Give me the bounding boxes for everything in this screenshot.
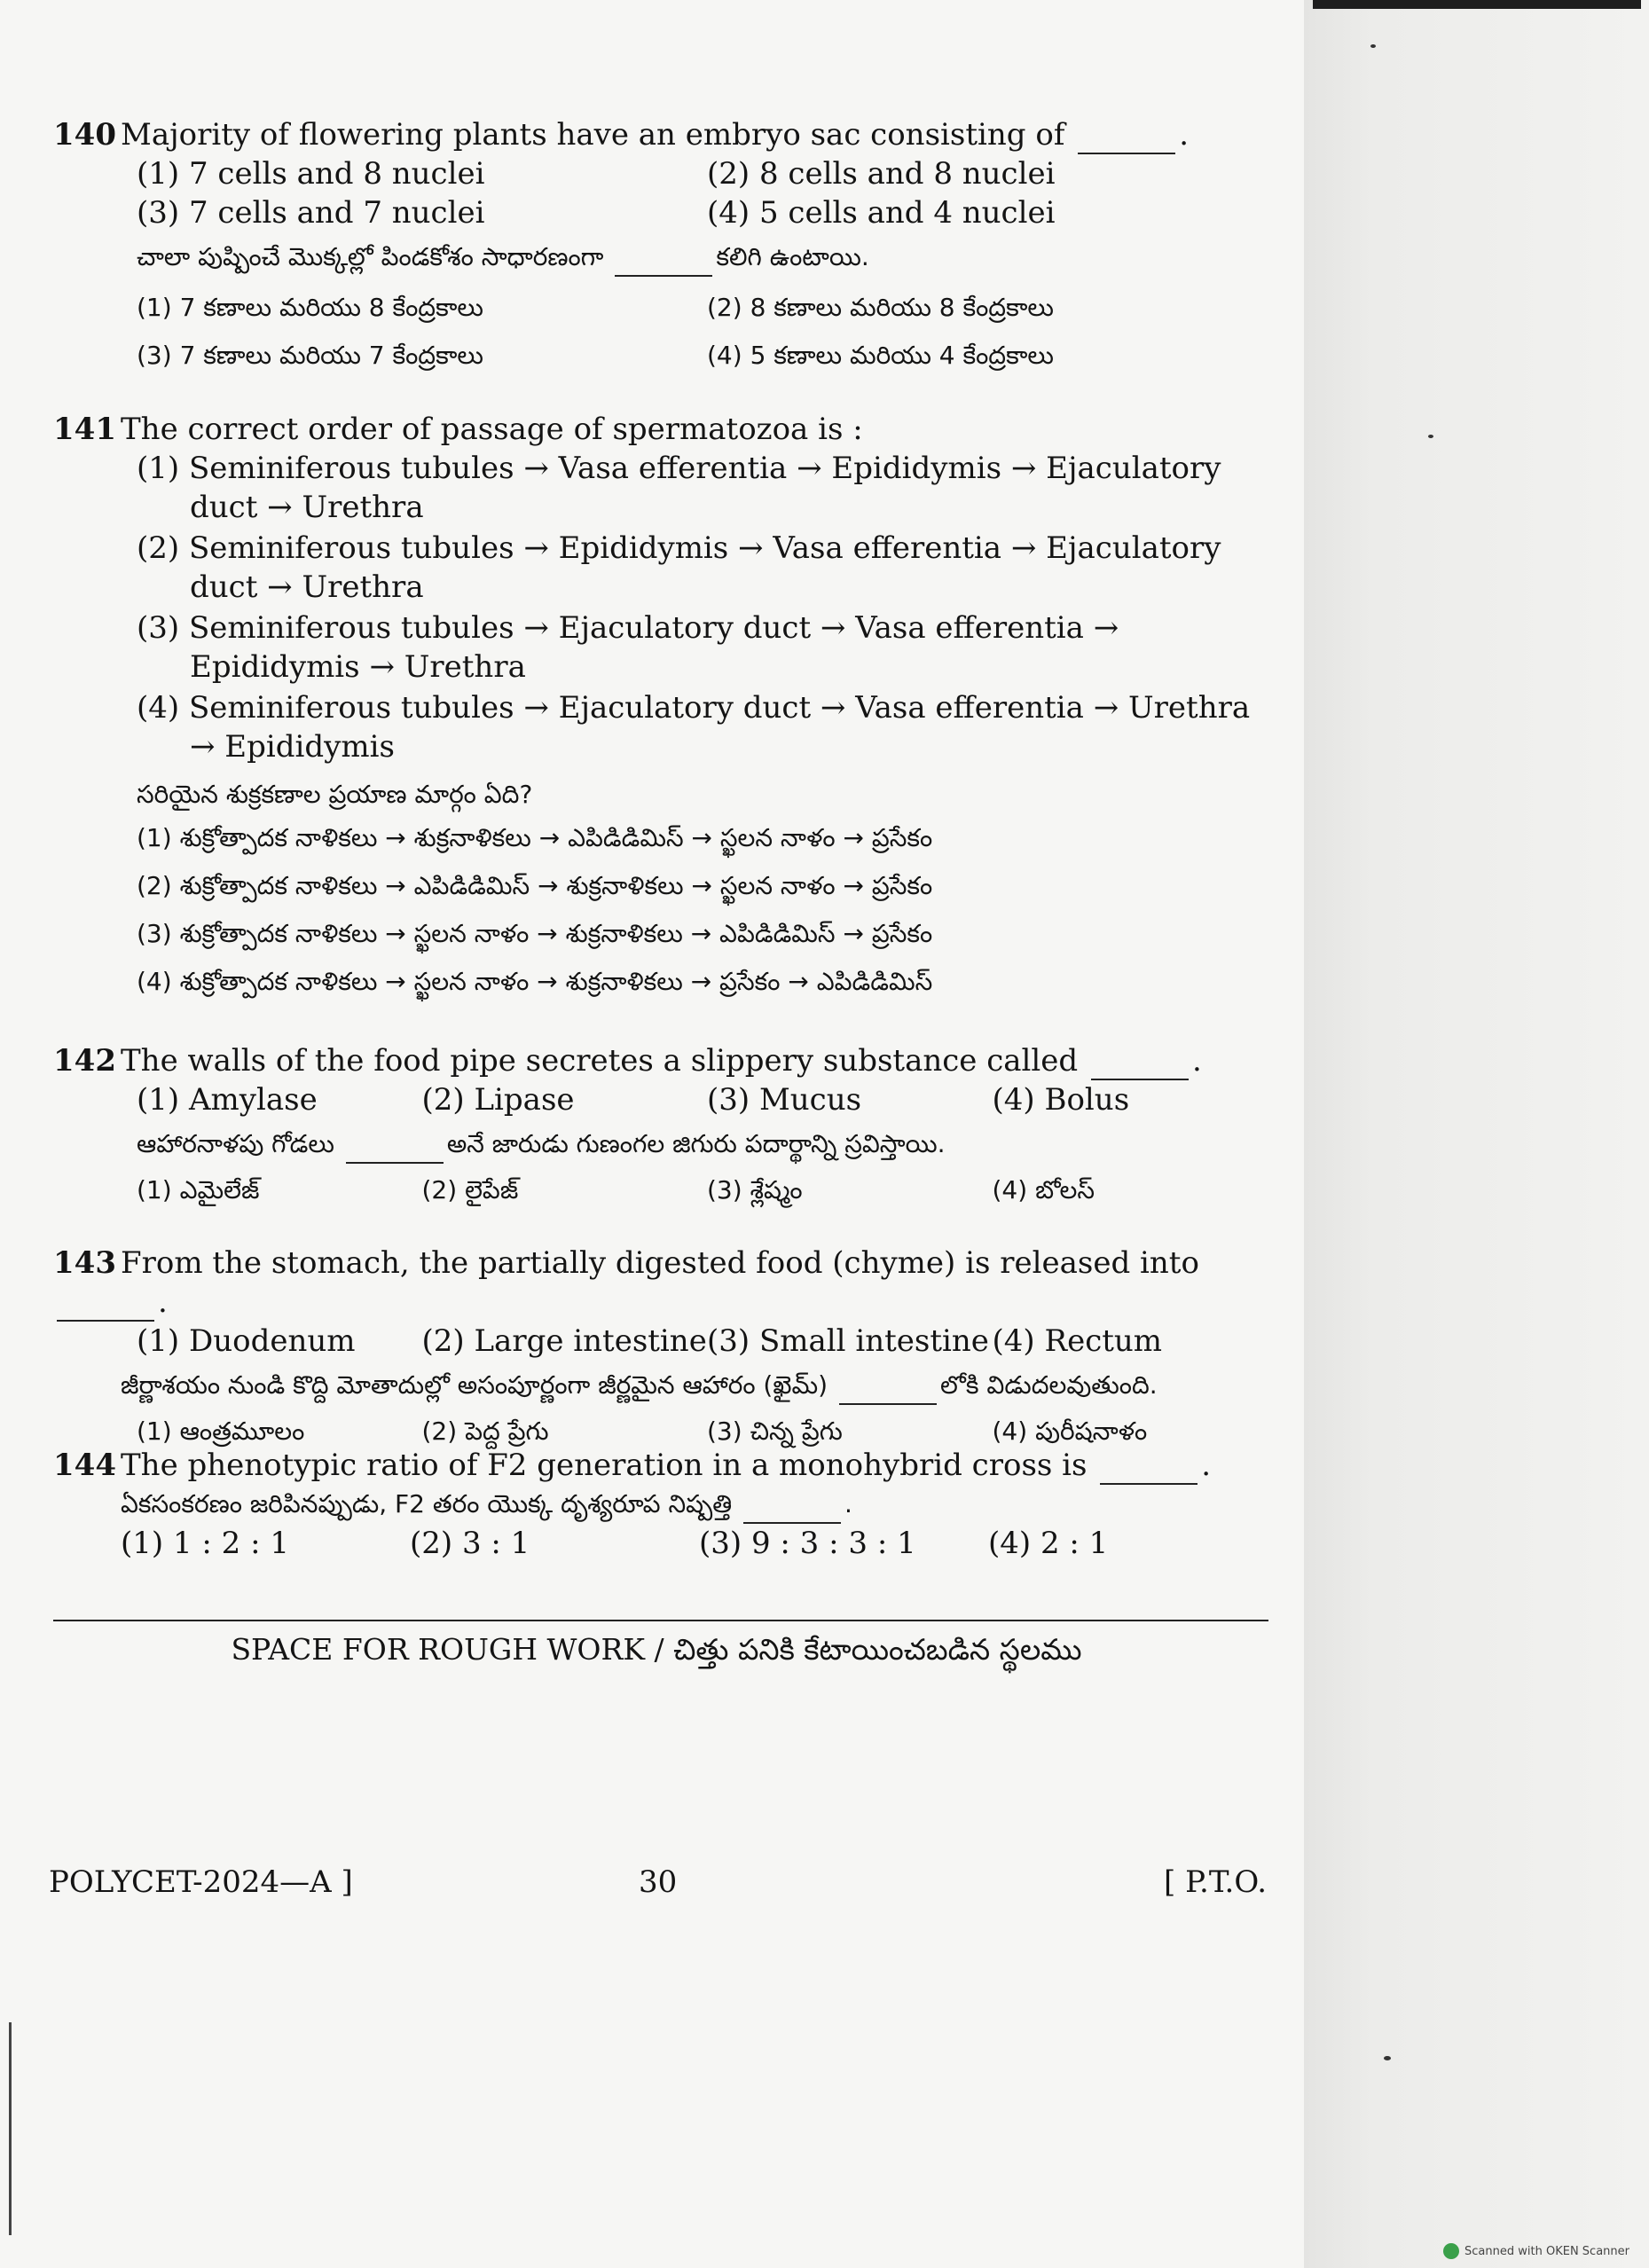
stem-text: The phenotypic ratio of F2 generation in a monohybrid cross is [121,1448,1088,1483]
answer-blank [839,1377,937,1405]
telugu-stem: ఆహారనాళపు గోడలు అనే జారుడు గుణంగల జిగురు పదార్థాన్ని స్రవిస్తాయి. [137,1125,1277,1164]
option-1: (1) 1 : 2 : 1 [121,1526,290,1561]
question-144 [53,1446,1277,1563]
question-number: 142 [53,1043,116,1079]
page-number: 30 [639,1864,678,1900]
question-140 [53,115,1277,380]
telugu-option-3: (3) శుక్రోత్పాదక నాళికలు → స్ఖలన నాళం → శుక్రనాళికలు → ఎపిడిడిమిస్ → ప్రసేకం [137,919,933,948]
telugu-option-4: (4) శుక్రోత్పాదక నాళికలు → స్ఖలన నాళం → శుక్రనాళికలు → ప్రసేకం → ఎపిడిడిమిస్ [137,967,933,996]
telugu-option-4: (4) పురీషనాళం [992,1417,1148,1446]
telugu-option-1: (1) 7 కణాలు మరియు 8 కేంద్రకాలు [137,293,483,322]
option-2: (2) Lipase [421,1082,575,1118]
telugu-stem: చాలా పుష్పించే మొక్కల్లో పిండకోశం సాధారణంగా కలిగి ఉంటాయి. [137,238,1277,277]
telugu-options [137,1171,1277,1210]
option-3: (3) Small intestine [707,1323,989,1359]
question-stem [53,1041,1277,1080]
telugu-option-2: (2) 8 కణాలు మరియు 8 కేంద్రకాలు [707,293,1054,322]
option-4: (4) Rectum [992,1323,1163,1359]
answer-blank [615,248,712,277]
telugu-stem: సరియైన శుక్రకణాల ప్రయాణ మార్గం ఏది? [137,780,533,809]
answer-blank [1100,1456,1197,1485]
stem-punct: . [1179,117,1190,153]
telugu-stem: ఏకసంకరణం జరిపినప్పుడు, F2 తరం యొక్క దృశ్యరూప నిష్పత్తి . [121,1485,1277,1524]
telugu-options [137,814,1277,1006]
question-stem [53,1244,1277,1322]
options [137,154,1277,232]
question-stem [53,410,1277,449]
option-4: (4) Bolus [992,1082,1130,1118]
answer-blank [1078,126,1175,154]
question-stem [53,1446,1277,1485]
option-2: (2) 3 : 1 [410,1526,530,1561]
options [121,1524,1277,1563]
telugu-stem: జీర్ణాశయం నుండి కొద్ది మోతాదుల్లో అసంపూర్ణంగా జీర్ణమైన ఆహారం (ఖైమ్) లోకి విడుదలవుతుంది. [121,1366,1277,1405]
option-1: (1) 7 cells and 8 nuclei [137,156,485,192]
scan-speck [1384,2056,1391,2060]
stem-punct: . [1192,1043,1202,1079]
rough-work-label: SPACE FOR ROUGH WORK / చిత్తు పనికి కేటాయించబడిన స్థలము [231,1632,1082,1667]
answer-blank [743,1495,841,1524]
telugu-option-3: (3) శ్లేష్మం [707,1175,803,1205]
question-number: 144 [53,1448,116,1483]
stem-punct: . [1201,1448,1212,1483]
telugu-option-2: (2) లైపేజ్ [421,1175,519,1205]
question-141 [53,410,1277,1006]
option-4: (4) 5 cells and 4 nuclei [707,195,1056,231]
scan-speck [1428,435,1433,438]
telugu-option-3: (3) 7 కణాలు మరియు 7 కేంద్రకాలు [137,341,483,370]
question-number: 143 [53,1245,116,1281]
scanner-text: Scanned with OKEN Scanner [1464,2244,1629,2258]
option-4: (4) 2 : 1 [988,1526,1109,1561]
telugu-option-4: (4) బోలస్ [992,1175,1095,1205]
scanner-watermark [1443,2243,1629,2259]
telugu-options [137,284,1277,380]
question-stem [53,115,1277,154]
question-143 [53,1244,1277,1451]
stem-text: The correct order of passage of spermatozoa is : [121,412,863,447]
option-3: (3) 9 : 3 : 3 : 1 [699,1526,916,1561]
exam-code: POLYCET-2024—A ] [49,1864,353,1900]
question-142 [53,1041,1277,1210]
option-4: (4) Seminiferous tubules → Ejaculatory duct → Vasa efferentia → Urethra → Epididymis [137,690,1251,765]
question-number: 141 [53,412,116,447]
option-3: (3) Mucus [707,1082,862,1118]
telugu-option-2: (2) పెద్ద ప్రేగు [421,1417,549,1446]
telugu-option-1: (1) ఎమైలేజ్ [137,1175,260,1205]
telugu-option-4: (4) 5 కణాలు మరియు 4 కేంద్రకాలు [707,341,1054,370]
option-1: (1) Duodenum [137,1323,356,1359]
scan-speck [1370,44,1376,48]
scanner-logo-icon [1443,2243,1459,2259]
options [137,449,1277,766]
options [137,1080,1277,1119]
stem-punct: . [158,1284,168,1320]
option-3: (3) 7 cells and 7 nuclei [137,195,485,231]
scan-gutter [1304,0,1649,2268]
option-1: (1) Amylase [137,1082,318,1118]
telugu-option-1: (1) శుక్రోత్పాదక నాళికలు → శుక్రనాళికలు → ఎపిడిడిమిస్ → స్ఖలన నాళం → ప్రసేకం [137,823,933,852]
answer-blank [57,1293,154,1322]
scan-edge-mark [9,2022,12,2235]
section-divider [53,1620,1268,1621]
stem-text: From the stomach, the partially digested food (chyme) is released into [121,1245,1199,1281]
question-number: 140 [53,117,116,153]
option-1: (1) Seminiferous tubules → Vasa efferentia → Epididymis → Ejaculatory duct → Urethra [137,451,1221,525]
telugu-option-1: (1) ఆంత్రమూలం [137,1417,305,1446]
stem-text: Majority of flowering plants have an embryo sac consisting of [121,117,1065,153]
pto-label: [ P.T.O. [1164,1864,1268,1900]
top-edge-mark [1313,0,1641,9]
telugu-option-2: (2) శుక్రోత్పాదక నాళికలు → ఎపిడిడిమిస్ → శుక్రనాళికలు → స్ఖలన నాళం → ప్రసేకం [137,871,933,900]
answer-blank [346,1135,444,1164]
option-2: (2) Large intestine [421,1323,707,1359]
option-3: (3) Seminiferous tubules → Ejaculatory duct → Vasa efferentia → Epididymis → Urethra [137,610,1119,685]
option-2: (2) Seminiferous tubules → Epididymis → Vasa efferentia → Ejaculatory duct → Urethra [137,530,1221,605]
stem-text: The walls of the food pipe secretes a slippery substance called [121,1043,1079,1079]
telugu-option-3: (3) చిన్న ప్రేగు [707,1417,843,1446]
answer-blank [1091,1052,1189,1080]
option-2: (2) 8 cells and 8 nuclei [707,156,1056,192]
options [137,1322,1277,1361]
